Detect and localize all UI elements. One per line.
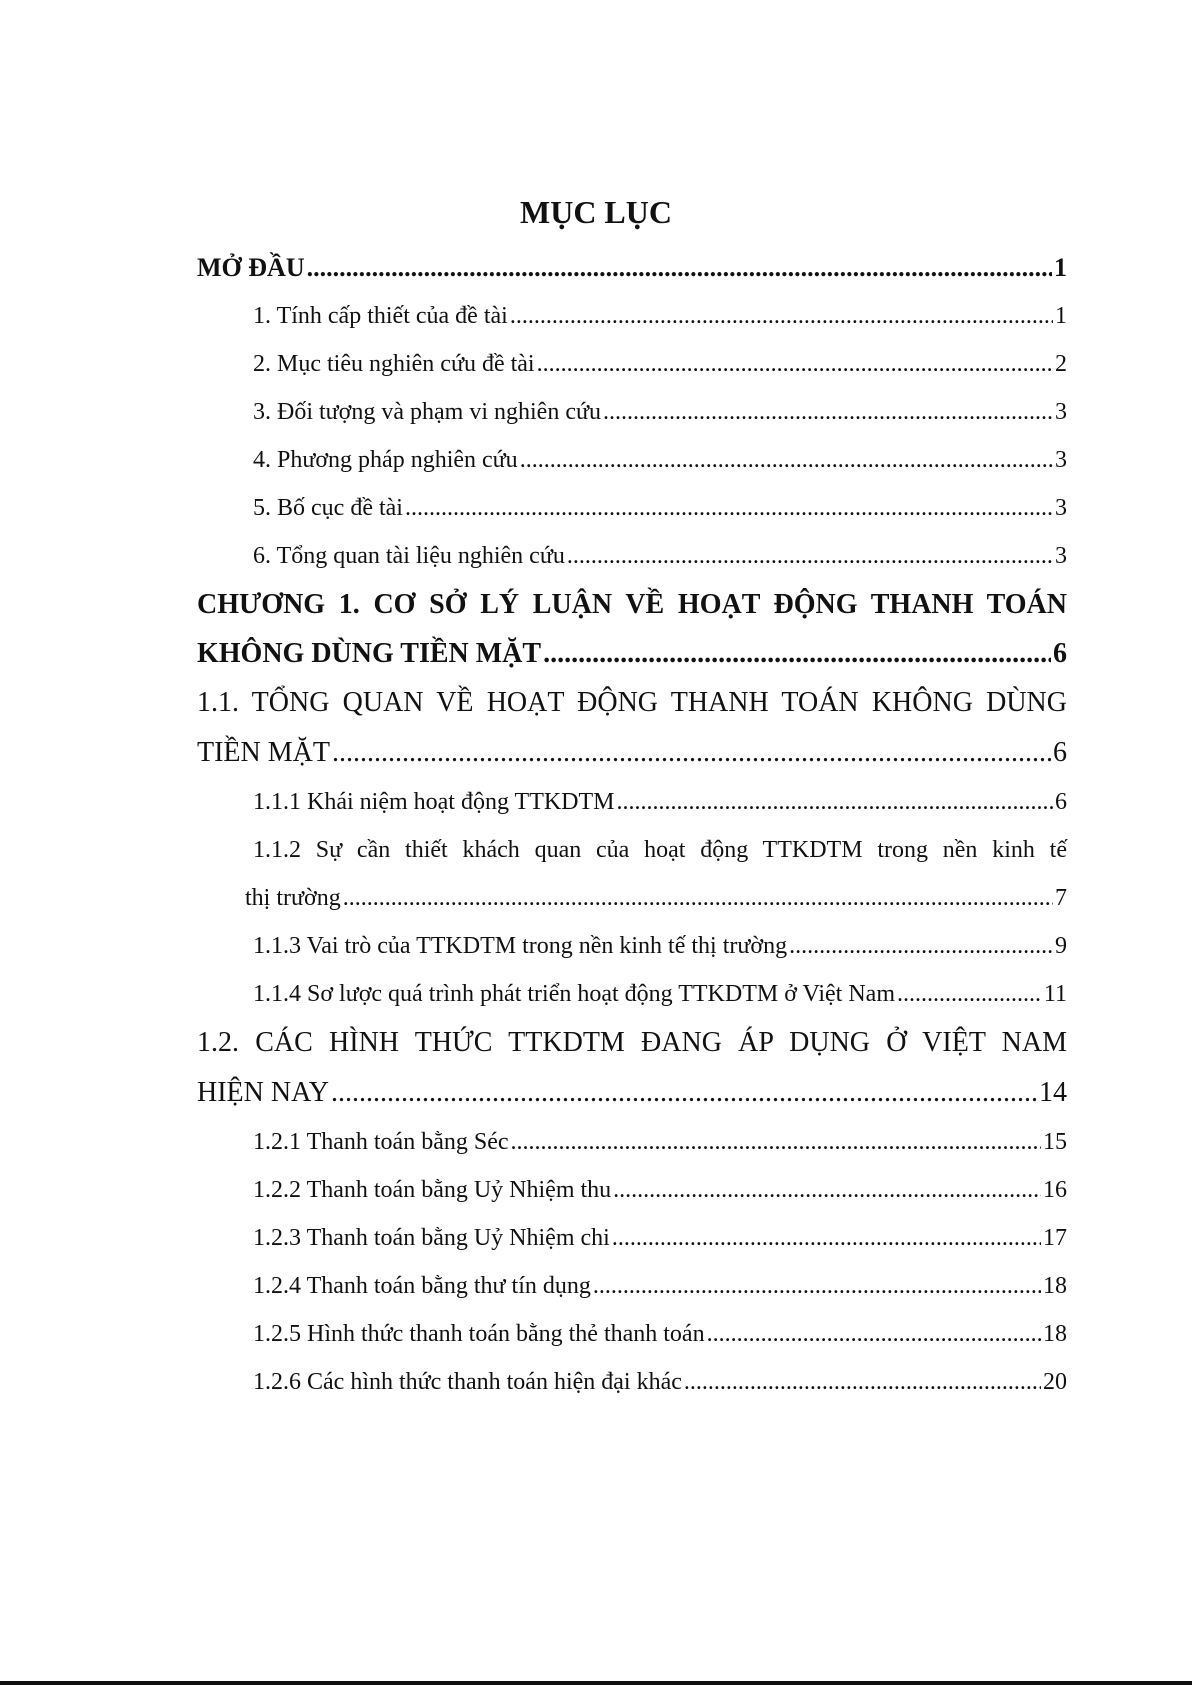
toc-leader-dots: [307, 244, 1052, 292]
toc-leader-dots: [684, 1358, 1041, 1406]
toc-page-number: 3: [1055, 543, 1067, 569]
toc-page-number: 3: [1055, 495, 1067, 521]
toc-entry-label: 1.1.1 Khái niệm hoạt động TTKDTM: [253, 789, 615, 815]
toc-leader-dots: [405, 484, 1053, 532]
toc-entry-1[interactable]: [197, 292, 1067, 340]
toc-entry-label-line1: 1.1. TỔNG QUAN VỀ HOẠT ĐỘNG THANH TOÁN KHÔNG DÙNG: [197, 687, 1067, 718]
toc-leader-dots: [789, 922, 1053, 970]
toc-page-number: 20: [1043, 1369, 1067, 1395]
toc-entry-1-2-3[interactable]: [197, 1214, 1067, 1262]
toc-entry-label: 1.2.6 Các hình thức thanh toán hiện đại khác: [253, 1369, 682, 1395]
toc-entry-label: 6. Tổng quan tài liệu nghiên cứu: [253, 543, 565, 569]
page-title: MỤC LỤC: [520, 194, 672, 230]
toc-page-number: 14: [1039, 1077, 1067, 1108]
toc-entry-label-line1: 1.2. CÁC HÌNH THỨC TTKDTM ĐANG ÁP DỤNG Ở VIỆT NAM: [197, 1027, 1067, 1058]
toc-entry-4[interactable]: [197, 436, 1067, 484]
page-bottom-edge: [0, 1681, 1192, 1685]
toc-page-number: 7: [1055, 885, 1067, 911]
toc-entry-2[interactable]: [197, 340, 1067, 388]
toc-entry-label: 1.2.4 Thanh toán bằng thư tín dụng: [253, 1273, 591, 1299]
toc-leader-dots: [603, 388, 1053, 436]
toc-entry-1-2-1[interactable]: [197, 1118, 1067, 1166]
toc-entry-1-2[interactable]: [197, 1018, 1067, 1118]
toc-leader-dots: [707, 1310, 1041, 1358]
toc-page-number: 1: [1054, 253, 1067, 282]
toc-page-number: 3: [1055, 447, 1067, 473]
toc-page-number: 17: [1043, 1225, 1067, 1251]
toc-entry-1-2-2[interactable]: [197, 1166, 1067, 1214]
toc-leader-dots: [612, 1214, 1041, 1262]
toc-entry-1-2-6[interactable]: [197, 1358, 1067, 1406]
toc-entry-label-line2: thị trường: [245, 885, 341, 911]
toc-entry-label: 1.2.1 Thanh toán bằng Séc: [253, 1129, 509, 1155]
toc-entry-label: 4. Phương pháp nghiên cứu: [253, 447, 518, 473]
toc-leader-dots: [567, 532, 1053, 580]
toc-page-number: 6: [1053, 737, 1067, 768]
toc-leader-dots: [510, 292, 1053, 340]
toc-entry-1-2-4[interactable]: [197, 1262, 1067, 1310]
toc-page-number: 11: [1043, 981, 1067, 1007]
toc-page-number: 2: [1055, 351, 1067, 377]
toc-entry-chuong-1[interactable]: [197, 580, 1067, 678]
toc-entry-label: 1.2.2 Thanh toán bằng Uỷ Nhiệm thu: [253, 1177, 612, 1203]
toc-page-number: 16: [1043, 1177, 1067, 1203]
toc-entry-label-line1: 1.1.2 Sự cần thiết khách quan của hoạt động TTKDTM trong nền kinh tế: [253, 837, 1067, 863]
toc-entry-label: 3. Đối tượng và phạm vi nghiên cứu: [253, 399, 601, 425]
toc-entry-label: 1.1.4 Sơ lược quá trình phát triển hoạt động TTKDTM ở Việt Nam: [253, 981, 895, 1007]
toc-leader-dots: [331, 1068, 1037, 1118]
toc-page-number: 3: [1055, 399, 1067, 425]
toc-leader-dots: [543, 629, 1051, 678]
toc-page-number: 9: [1055, 933, 1067, 959]
toc-page-number: 6: [1055, 789, 1067, 815]
toc-entry-label: 2. Mục tiêu nghiên cứu đề tài: [253, 351, 535, 377]
toc-leader-dots: [343, 874, 1053, 922]
toc-entry-1-2-5[interactable]: [197, 1310, 1067, 1358]
toc-leader-dots: [332, 728, 1051, 778]
toc-entry-label-line2: KHÔNG DÙNG TIỀN MẶT: [197, 638, 542, 669]
toc-leader-dots: [593, 1262, 1041, 1310]
toc-entry-1-1-4[interactable]: [197, 970, 1067, 1018]
toc-entry-3[interactable]: [197, 388, 1067, 436]
toc-entry-1-1[interactable]: [197, 678, 1067, 778]
toc-page-number: 18: [1043, 1321, 1067, 1347]
toc-page-number: 1: [1055, 303, 1067, 329]
toc-entry-label: 1. Tính cấp thiết của đề tài: [253, 303, 508, 329]
toc-page-number: 15: [1043, 1129, 1067, 1155]
toc-entry-1-1-3[interactable]: [197, 922, 1067, 970]
toc-entry-label-line2: TIỀN MẶT: [197, 737, 330, 768]
toc-leader-dots: [511, 1118, 1041, 1166]
toc-entry-1-1-1[interactable]: [197, 778, 1067, 826]
toc-page-number: 6: [1053, 638, 1067, 669]
table-of-contents: [197, 244, 1067, 1406]
toc-page-number: 18: [1043, 1273, 1067, 1299]
toc-entry-label: 1.1.3 Vai trò của TTKDTM trong nền kinh tế thị trường: [253, 933, 788, 959]
toc-entry-5[interactable]: [197, 484, 1067, 532]
toc-entry-mo-dau[interactable]: [197, 244, 1067, 292]
toc-leader-dots: [617, 778, 1053, 826]
toc-entry-label: MỞ ĐẦU: [197, 253, 305, 282]
toc-entry-1-1-2[interactable]: [197, 826, 1067, 922]
toc-leader-dots: [613, 1166, 1041, 1214]
toc-leader-dots: [897, 970, 1042, 1018]
toc-entry-label-line2: HIỆN NAY: [197, 1077, 329, 1108]
toc-entry-label: 1.2.5 Hình thức thanh toán bằng thẻ thanh toán: [253, 1321, 705, 1347]
toc-entry-label-line1: CHƯƠNG 1. CƠ SỞ LÝ LUẬN VỀ HOẠT ĐỘNG THANH TOÁN: [197, 589, 1067, 620]
toc-leader-dots: [520, 436, 1053, 484]
toc-entry-6[interactable]: [197, 532, 1067, 580]
toc-leader-dots: [537, 340, 1053, 388]
toc-entry-label: 1.2.3 Thanh toán bằng Uỷ Nhiệm chi: [253, 1225, 610, 1251]
toc-entry-label: 5. Bố cục đề tài: [253, 495, 403, 521]
